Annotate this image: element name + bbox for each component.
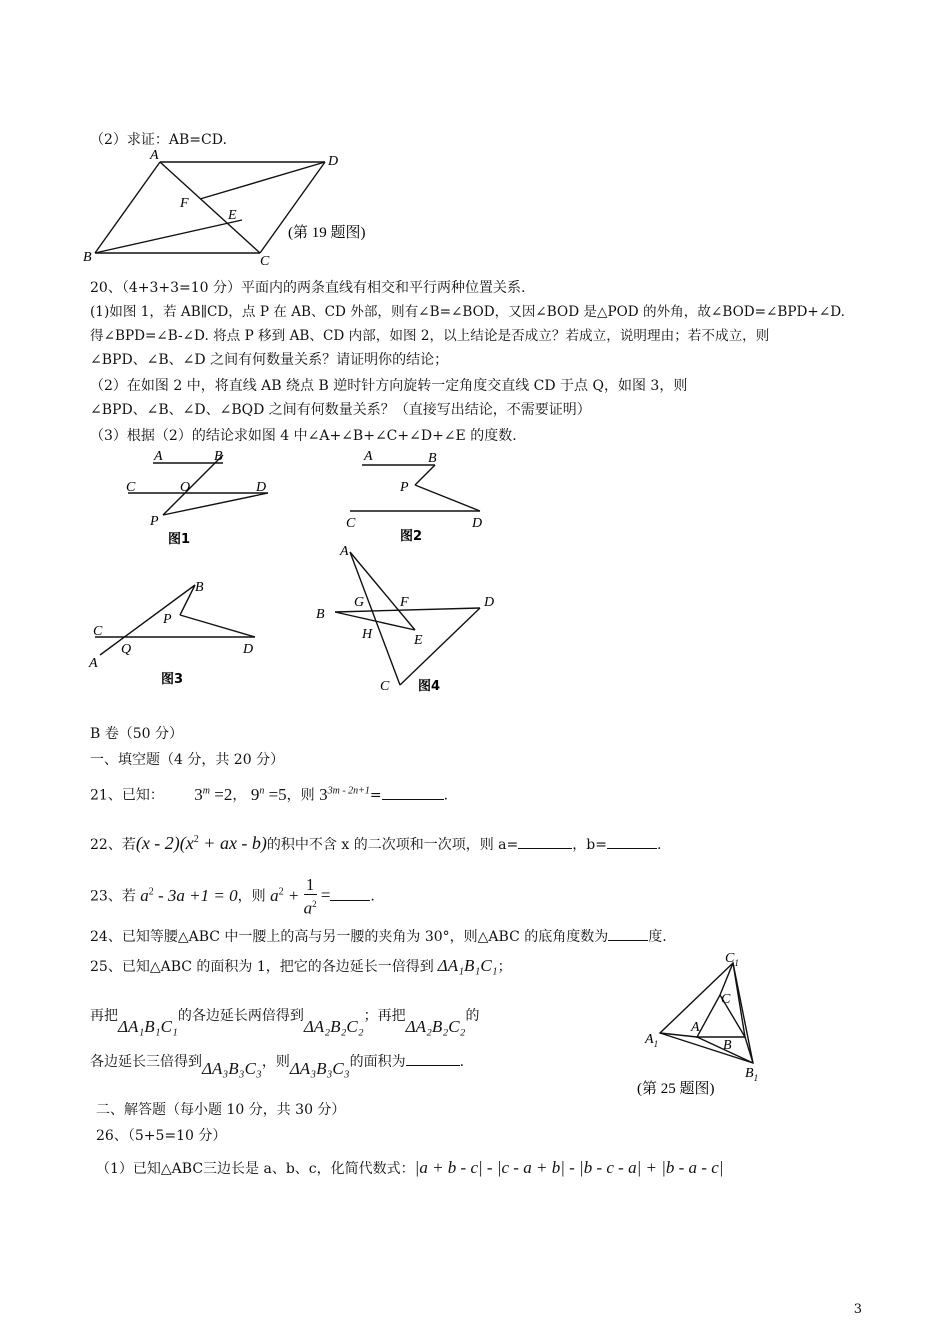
fig2-caption: 图2 <box>400 529 423 544</box>
fig4-H: H <box>362 627 373 642</box>
fig4-F: F <box>400 595 409 610</box>
q20-p2b: ∠BPD、∠B、∠D、∠BQD 之间有何数量关系？（直接写出结论，不需要证明） <box>90 402 591 418</box>
figure-19 <box>80 145 420 265</box>
q21: 21、已知： $3^m =2$， $9^n =5$，则 $3^{3m - 2n+1}=$ . <box>90 784 449 804</box>
fig1-A: A <box>154 449 163 464</box>
q26-part1: （1）已知△ABC三边长是 a、b、c，化简代数式：|a + b - c| - |c - a + b| - |b - c - a| + |b - a - c| <box>96 1158 724 1177</box>
fig2-P: P <box>400 480 409 495</box>
fig3-B: B <box>195 580 204 595</box>
label-B: B <box>83 250 92 265</box>
page-number: 3 <box>853 1302 862 1317</box>
fig25-B1: $B_1$ <box>745 1066 759 1083</box>
q20-p1c: ∠BPD、∠B、∠D 之间有何数量关系？请证明你的结论； <box>90 352 449 368</box>
fig25-A1: $A_1$ <box>645 1032 659 1049</box>
fig4-E: E <box>414 633 423 648</box>
fig25-B: B <box>723 1038 732 1053</box>
fig25-C1: $C_1$ <box>725 951 739 968</box>
q20-p2a: （2）在如图 2 中，将直线 AB 绕点 B 逆时针方向旋转一定角度交直线 CD 于点 Q，如图 3，则 <box>90 378 688 394</box>
fig19-caption: (第 19 题图) <box>288 225 366 241</box>
fig1-B: B <box>214 449 223 464</box>
fig3-P: P <box>163 612 172 627</box>
fig25-A: A <box>691 1020 700 1035</box>
fig4-B: B <box>316 607 325 622</box>
q20-p1b: 得∠BPD=∠B-∠D. 将点 P 移到 AB、CD 内部，如图 2，以上结论是否成立？若成立，说明理由；若不成立，则 <box>90 328 770 344</box>
q23: 23、若 $a^2 - 3a +1 = 0$，则 $a^2$ + $\frac{1}{a^2}$ = . <box>90 874 375 918</box>
fig4-G: G <box>354 595 365 610</box>
fig3-caption: 图3 <box>161 672 184 687</box>
fig3-A: A <box>89 656 98 671</box>
q25-line3: 各边延长三倍得到ΔA₃B₃C₃，则ΔA₃B₃C₃的面积为 . <box>90 1048 464 1075</box>
fig25-caption: (第 25 题图) <box>637 1081 715 1097</box>
label-F: F <box>180 196 189 211</box>
label-D: D <box>328 154 339 169</box>
fig1-caption: 图1 <box>168 532 191 547</box>
q20-p1a: (1)如图 1，若 AB∥CD，点 P 在 AB、CD 外部，则有∠B=∠BOD，又因∠BOD 是△POD 的外角，故∠BOD=∠BPD+∠D. <box>90 304 845 320</box>
partB-title: B 卷（50 分） <box>90 726 184 742</box>
fig2-C: C <box>346 516 356 531</box>
fig1-P: P <box>150 514 159 529</box>
q20-p3: （3）根据（2）的结论求如图 4 中∠A+∠B+∠C+∠D+∠E 的度数. <box>90 428 517 444</box>
section2-title: 二、解答题（每小题 10 分，共 30 分） <box>96 1102 346 1118</box>
q24: 24、已知等腰△ABC 中一腰上的高与另一腰的夹角为 30°，则△ABC 的底角度数为 度. <box>90 926 667 947</box>
section1-title: 一、填空题（4 分，共 20 分） <box>90 752 285 768</box>
figure-20-3 <box>85 575 275 695</box>
q20-title: 20、（4+3+3=10 分）平面内的两条直线有相交和平行两种位置关系. <box>90 280 526 296</box>
q22: 22、若$(x - 2)(x^2$ + ax - b)的积中不含 x 的二次项和一次项，则 a= ，b= . <box>90 833 662 853</box>
fig1-O: O <box>180 480 191 495</box>
fig1-C: C <box>126 480 136 495</box>
figure-25 <box>635 945 795 1100</box>
figure-20-4 <box>310 540 510 700</box>
q19-part2: （2）求证：AB=CD. <box>90 132 227 148</box>
fig25-C: C <box>721 992 731 1007</box>
label-A: A <box>150 148 159 163</box>
fig4-C: C <box>380 679 390 694</box>
fig3-D: D <box>243 642 254 657</box>
fig3-C: C <box>93 624 103 639</box>
fig2-D: D <box>472 516 483 531</box>
fig4-D: D <box>484 595 495 610</box>
fig2-B: B <box>428 451 437 466</box>
fig1-D: D <box>256 480 267 495</box>
q26-title: 26、（5+5=10 分） <box>96 1128 227 1144</box>
figure-20-1 <box>118 445 288 550</box>
label-C: C <box>260 254 270 265</box>
fig2-A: A <box>364 449 373 464</box>
q25-line2: 再把ΔA₁B₁C₁的各边延长两倍得到ΔA₂B₂C₂；再把ΔA₂B₂C₂的 <box>90 1008 480 1036</box>
fig3-Q: Q <box>121 642 132 657</box>
figure-20-2 <box>340 445 500 545</box>
q25-line1: 25、已知△ABC 的面积为 1，把它的各边延长一倍得到 ΔA₁B₁C₁； <box>90 956 512 975</box>
fig4-caption: 图4 <box>418 679 441 694</box>
label-E: E <box>228 208 237 223</box>
fig4-A: A <box>340 544 349 559</box>
